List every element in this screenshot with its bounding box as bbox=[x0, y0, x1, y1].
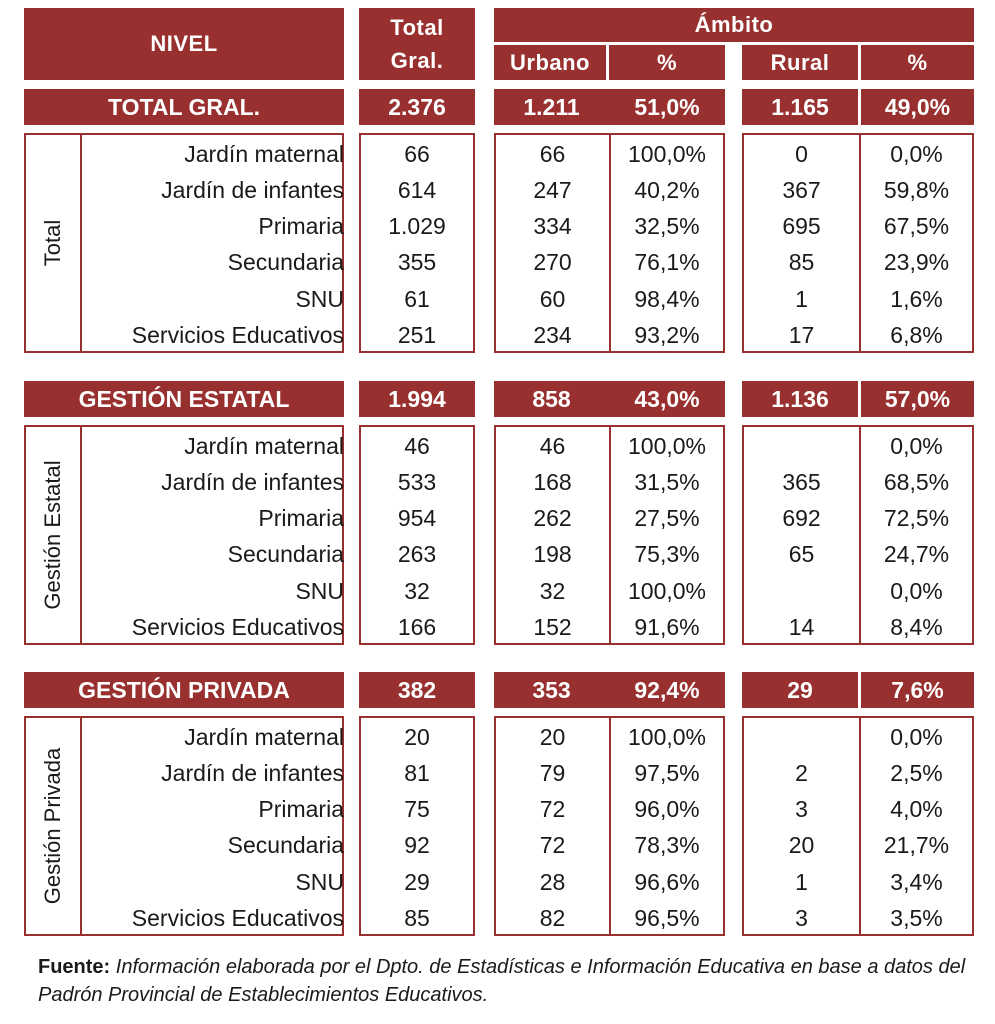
row-rural-pct: 6,8% bbox=[890, 322, 943, 348]
row-urbano: 79 bbox=[539, 759, 566, 786]
row-total: 166 bbox=[397, 614, 437, 640]
header-ambito-label: Ámbito bbox=[694, 12, 774, 37]
section-total: 2.376 bbox=[359, 89, 475, 125]
row-rural: 692 bbox=[782, 505, 821, 532]
row-urbano-pct: 78,3% bbox=[634, 832, 700, 859]
section-urbano: 858 bbox=[494, 381, 609, 417]
row-rural bbox=[744, 719, 859, 755]
footer-source bbox=[38, 953, 968, 1009]
row-nivel: Jardín de infantes bbox=[161, 176, 344, 203]
row-rural: 1 bbox=[795, 285, 808, 312]
footer-text: Información elaborada por el Dpto. de Estadísticas e Información Educativa en base a datos del Padrón Provincial de Establecimientos Educativos. bbox=[38, 956, 966, 1006]
row-urbano-pct: 96,5% bbox=[634, 905, 700, 931]
section-rural: 1.165 bbox=[742, 89, 858, 125]
row-urbano-pct: 96,6% bbox=[634, 868, 700, 895]
row-total: 614 bbox=[397, 176, 437, 203]
row-urbano-pct: 32,5% bbox=[634, 213, 700, 240]
row-total: 92 bbox=[404, 832, 430, 859]
row-rural-pct: 68,5% bbox=[883, 468, 950, 495]
row-nivel: Primaria bbox=[258, 213, 344, 240]
row-rural: 20 bbox=[788, 832, 815, 859]
row-urbano: 234 bbox=[533, 322, 572, 348]
row-urbano-pct: 100,0% bbox=[627, 723, 706, 750]
section-urbano: 1.211 bbox=[494, 89, 609, 125]
row-rural: 3 bbox=[795, 796, 808, 823]
row-urbano: 66 bbox=[539, 140, 566, 167]
section-total: 1.994 bbox=[359, 381, 475, 417]
row-rural-pct: 72,5% bbox=[883, 505, 950, 532]
row-urbano-pct: 100,0% bbox=[627, 432, 706, 459]
row-nivel: Secundaria bbox=[227, 832, 344, 859]
frame-nivel bbox=[24, 133, 344, 353]
row-urbano: 247 bbox=[533, 176, 572, 203]
row-rural-pct: 67,5% bbox=[883, 213, 950, 240]
row-total: 32 bbox=[404, 577, 430, 604]
row-urbano-pct: 40,2% bbox=[634, 176, 700, 203]
row-nivel: Jardín de infantes bbox=[161, 468, 344, 495]
header-ambito bbox=[494, 8, 974, 42]
row-nivel: Jardín de infantes bbox=[161, 759, 344, 786]
row-rural-pct: 0,0% bbox=[890, 432, 943, 459]
row-total: 66 bbox=[404, 140, 430, 167]
frame-total bbox=[359, 133, 475, 353]
header-total-line1: Total bbox=[390, 15, 444, 40]
row-total: 46 bbox=[404, 432, 430, 459]
row-rural: 2 bbox=[795, 759, 808, 786]
row-total: 533 bbox=[397, 468, 437, 495]
row-urbano-pct: 27,5% bbox=[634, 505, 700, 532]
group-label: Total bbox=[40, 219, 65, 267]
row-total: 1.029 bbox=[388, 213, 446, 240]
row-rural bbox=[744, 573, 859, 609]
row-total: 29 bbox=[404, 868, 430, 895]
row-urbano-pct: 100,0% bbox=[627, 140, 706, 167]
row-nivel: Servicios Educativos bbox=[131, 614, 344, 640]
row-urbano: 82 bbox=[539, 905, 566, 931]
frame-rural bbox=[742, 133, 974, 353]
header-urbano-pct bbox=[609, 45, 725, 80]
row-nivel: Jardín maternal bbox=[184, 432, 344, 459]
row-urbano: 152 bbox=[533, 614, 572, 640]
section-urbano-pct: 92,4% bbox=[609, 672, 725, 708]
row-urbano: 28 bbox=[539, 868, 566, 895]
header-urbano bbox=[494, 45, 606, 80]
header-rural-pct bbox=[861, 45, 974, 80]
row-total: 81 bbox=[404, 759, 430, 786]
frame-total bbox=[359, 425, 475, 645]
header-rural bbox=[742, 45, 858, 80]
frame-urbano bbox=[494, 425, 725, 645]
header-gap bbox=[725, 45, 742, 80]
row-rural-pct: 0,0% bbox=[890, 577, 943, 604]
row-rural: 17 bbox=[788, 322, 815, 348]
header-nivel bbox=[24, 8, 344, 80]
row-urbano-pct: 76,1% bbox=[634, 249, 700, 276]
frame-nivel bbox=[24, 716, 344, 936]
row-nivel: Servicios Educativos bbox=[131, 905, 344, 931]
row-rural: 367 bbox=[782, 176, 821, 203]
group-label: Gestión Estatal bbox=[40, 460, 65, 610]
row-nivel: Primaria bbox=[258, 796, 344, 823]
header-total-line2: Gral. bbox=[390, 48, 444, 73]
row-total: 20 bbox=[404, 723, 430, 750]
section-rural-pct: 57,0% bbox=[861, 381, 974, 417]
row-urbano-pct: 100,0% bbox=[627, 577, 706, 604]
row-urbano: 60 bbox=[539, 285, 566, 312]
header-nivel-label: NIVEL bbox=[150, 31, 218, 56]
row-rural-pct: 0,0% bbox=[890, 723, 943, 750]
row-rural-pct: 8,4% bbox=[890, 614, 943, 640]
header-pct2-label: % bbox=[907, 49, 928, 75]
row-rural: 65 bbox=[788, 541, 815, 568]
row-rural-pct: 23,9% bbox=[883, 249, 950, 276]
section-urbano: 353 bbox=[494, 672, 609, 708]
section-rural: 29 bbox=[742, 672, 858, 708]
row-urbano-pct: 31,5% bbox=[634, 468, 700, 495]
row-urbano: 198 bbox=[533, 541, 572, 568]
row-rural-pct: 59,8% bbox=[883, 176, 950, 203]
header-total-gral bbox=[359, 8, 475, 80]
row-urbano: 334 bbox=[533, 213, 572, 240]
frame-rural bbox=[742, 716, 974, 936]
header-urbano-label: Urbano bbox=[510, 49, 590, 75]
footer-label: Fuente: bbox=[38, 956, 111, 978]
frame-urbano bbox=[494, 133, 725, 353]
row-urbano-pct: 75,3% bbox=[634, 541, 700, 568]
row-total: 263 bbox=[397, 541, 437, 568]
row-rural: 695 bbox=[782, 213, 821, 240]
frame-total bbox=[359, 716, 475, 936]
row-nivel: SNU bbox=[295, 285, 344, 312]
row-urbano-pct: 96,0% bbox=[634, 796, 700, 823]
row-nivel: Secundaria bbox=[227, 541, 344, 568]
frame-urbano bbox=[494, 716, 725, 936]
section-title: GESTIÓN PRIVADA bbox=[24, 672, 344, 708]
row-urbano-pct: 98,4% bbox=[634, 285, 700, 312]
row-rural: 85 bbox=[788, 249, 815, 276]
section-rural: 1.136 bbox=[742, 381, 858, 417]
row-nivel: SNU bbox=[295, 577, 344, 604]
row-rural-pct: 24,7% bbox=[883, 541, 950, 568]
row-rural-pct: 3,4% bbox=[890, 868, 943, 895]
row-rural: 3 bbox=[795, 905, 808, 931]
section-title: TOTAL GRAL. bbox=[24, 89, 344, 125]
row-nivel: Secundaria bbox=[227, 249, 344, 276]
section-urbano-pct: 51,0% bbox=[609, 89, 725, 125]
row-urbano-pct: 97,5% bbox=[634, 759, 700, 786]
section-rural-pct: 7,6% bbox=[861, 672, 974, 708]
section-total: 382 bbox=[359, 672, 475, 708]
row-nivel: SNU bbox=[295, 868, 344, 895]
row-urbano: 20 bbox=[539, 723, 566, 750]
section-rural-pct: 49,0% bbox=[861, 89, 974, 125]
row-urbano: 46 bbox=[539, 432, 566, 459]
row-urbano: 32 bbox=[539, 577, 566, 604]
row-rural: 0 bbox=[795, 140, 808, 167]
row-total: 954 bbox=[397, 505, 437, 532]
row-urbano: 270 bbox=[533, 249, 572, 276]
row-nivel: Jardín maternal bbox=[184, 140, 344, 167]
row-total: 61 bbox=[404, 285, 430, 312]
row-rural-pct: 0,0% bbox=[890, 140, 943, 167]
row-total: 75 bbox=[404, 796, 430, 823]
row-rural-pct: 2,5% bbox=[890, 759, 943, 786]
frame-rural bbox=[742, 425, 974, 645]
row-total: 85 bbox=[404, 905, 430, 931]
row-nivel: Jardín maternal bbox=[184, 723, 344, 750]
header-rural-label: Rural bbox=[770, 49, 830, 75]
header-pct1-label: % bbox=[656, 49, 678, 75]
row-total: 355 bbox=[397, 249, 437, 276]
section-urbano-pct: 43,0% bbox=[609, 381, 725, 417]
row-urbano-pct: 91,6% bbox=[634, 614, 700, 640]
row-urbano: 72 bbox=[539, 796, 566, 823]
row-nivel: Servicios Educativos bbox=[131, 322, 344, 348]
row-rural-pct: 21,7% bbox=[883, 832, 950, 859]
row-rural: 1 bbox=[795, 868, 808, 895]
frame-nivel bbox=[24, 425, 344, 645]
row-rural-pct: 1,6% bbox=[890, 285, 943, 312]
row-urbano-pct: 93,2% bbox=[634, 322, 700, 348]
section-title: GESTIÓN ESTATAL bbox=[24, 381, 344, 417]
row-rural bbox=[744, 428, 859, 464]
group-label: Gestión Privada bbox=[40, 747, 65, 905]
row-urbano: 168 bbox=[533, 468, 572, 495]
row-rural-pct: 3,5% bbox=[890, 905, 943, 931]
row-urbano: 262 bbox=[533, 505, 572, 532]
row-rural-pct: 4,0% bbox=[890, 796, 943, 823]
row-nivel: Primaria bbox=[258, 505, 344, 532]
row-urbano: 72 bbox=[539, 832, 566, 859]
row-rural: 365 bbox=[782, 468, 821, 495]
row-rural: 14 bbox=[788, 614, 815, 640]
row-total: 251 bbox=[397, 322, 437, 348]
